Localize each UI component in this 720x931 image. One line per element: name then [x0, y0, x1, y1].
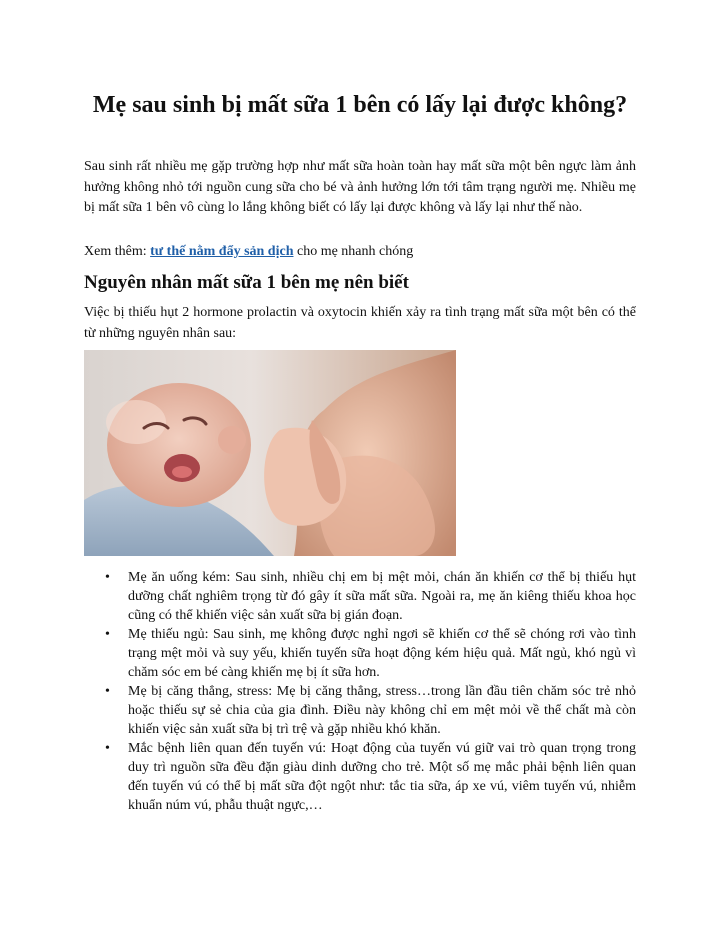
list-item [84, 625, 636, 682]
list-item-text: Mắc bệnh liên quan đến tuyến vú: Hoạt động của tuyến vú giữ vai trò quan trọng trong duy trì nguồn sữa đều đặn giàu dinh dưỡng cho trẻ. Một số mẹ mắc phải bệnh liên quan đến tuyến vú có thể bị mất sữa đột ngột như: tắc tia sữa, áp xe vú, viêm tuyến vú, nhiễm khuẩn núm vú, phẫu thuật ngực,… [128, 741, 636, 813]
list-item [84, 739, 636, 815]
see-also-line [84, 242, 636, 263]
page-title: Mẹ sau sinh bị mất sữa 1 bên có lấy lại được không? [92, 92, 628, 118]
see-also-suffix: cho mẹ nhanh chóng [293, 244, 414, 259]
bullet-icon: • [105, 627, 110, 642]
breastfeeding-photo [84, 350, 456, 556]
see-also-prefix: Xem thêm: [84, 244, 151, 259]
bullet-icon: • [105, 741, 110, 756]
intro-paragraph: Sau sinh rất nhiều mẹ gặp trường hợp như mất sữa hoàn toàn hay mất sữa một bên ngực làm ảnh hưởng không nhỏ tới nguồn cung sữa cho bé và ảnh hưởng lớn tới tâm trạng người mẹ. Nhiều mẹ bị mất sữa 1 bên vô cùng lo lắng không biết có lấy lại được không và lấy lại như thế nào. [84, 159, 636, 215]
list-item-text: Mẹ thiếu ngủ: Sau sinh, mẹ không được nghỉ ngơi sẽ khiến cơ thể sẽ chóng rơi vào tình trạng mệt mỏi và suy yếu, khiến tuyến sữa hoạt động kém hiệu quả. Mất ngủ, khó ngủ vì chăm sóc em bé càng khiến mẹ bị ít sữa hơn. [128, 627, 636, 680]
bullet-icon: • [105, 684, 110, 699]
list-item [84, 568, 636, 625]
bullet-icon: • [105, 570, 110, 585]
causes-list [84, 568, 636, 815]
section-intro: Việc bị thiếu hụt 2 hormone prolactin và oxytocin khiến xảy ra tình trạng mất sữa một bên có thể từ những nguyên nhân sau: [84, 305, 636, 341]
list-item [84, 682, 636, 739]
list-item-text: Mẹ bị căng thẳng, stress: Mẹ bị căng thẳng, stress…trong lần đầu tiên chăm sóc trẻ nhỏ hoặc thiếu sự sẻ chia của gia đình. Điều này không chỉ em mệt mỏi về thể chất mà còn khiến việc sản xuất sữa bị trì trệ và gặp nhiều khó khăn. [128, 684, 636, 737]
list-item-text: Mẹ ăn uống kém: Sau sinh, nhiều chị em bị mệt mỏi, chán ăn khiến cơ thể bị thiếu hụt dưỡng chất nghiêm trọng từ đó gây ít sữa mất sữa. Ngoài ra, mẹ ăn kiêng thiếu khoa học cũng có thể khiến việc sản xuất sữa bị gián đoạn. [128, 570, 636, 623]
section-heading: Nguyên nhân mất sữa 1 bên mẹ nên biết [84, 272, 409, 293]
see-also-link[interactable]: tư thế nằm đẩy sản dịch [150, 244, 294, 259]
